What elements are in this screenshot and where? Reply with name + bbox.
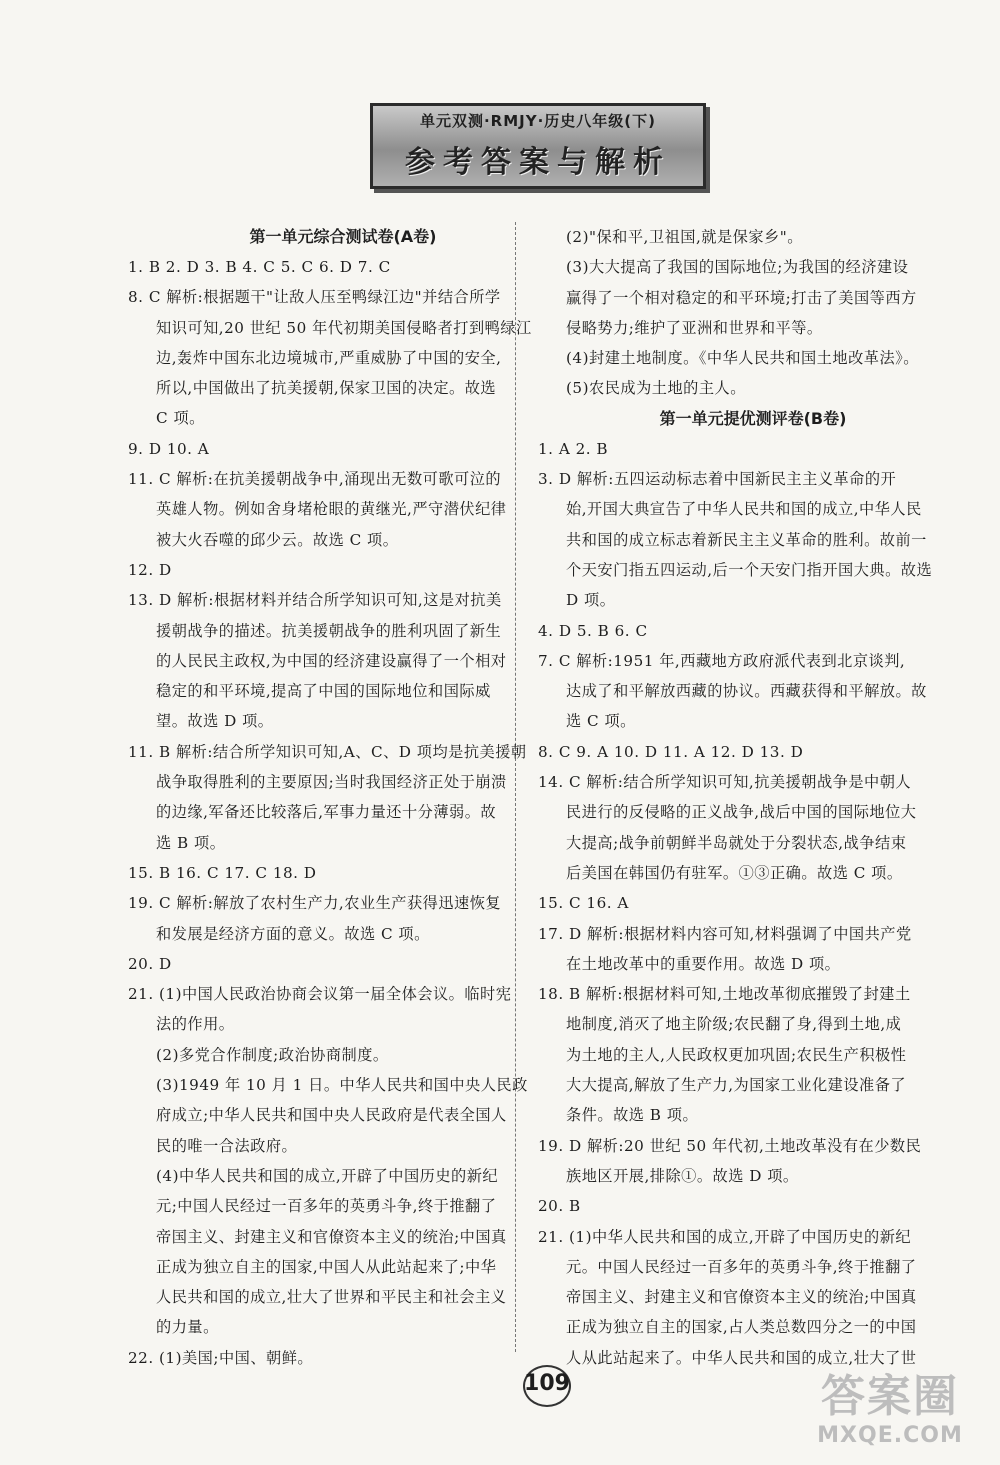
answer-line: 民的唯一合法政府。 [156,1136,298,1155]
right-column [538,222,968,1373]
answer-line: 15. C 16. A [538,894,629,913]
answer-line: 13. D 解析:根据材料并结合所学知识可知,这是对抗美 [128,591,502,610]
answer-line: 被大火吞噬的邱少云。故选 C 项。 [156,530,399,549]
answer-line: 7. C 解析:1951 年,西藏地方政府派代表到北京谈判, [538,651,906,670]
answer-line: D 项。 [566,591,616,610]
right-continued-lines [538,222,968,404]
answer-line: 人从此站起来了。中华人民共和国的成立,壮大了世 [566,1348,917,1367]
answer-line: 大大提高,解放了生产力,为国家工业化建设准备了 [566,1076,907,1095]
answer-line: 正成为独立自主的国家,中国人从此站起来了;中华 [156,1257,497,1276]
answer-line: 8. C 9. A 10. D 11. A 12. D 13. D [538,742,804,761]
answer-line: (3)大大提高了我国的国际地位;为我国的经济建设 [566,258,909,277]
answer-line: 知识可知,20 世纪 50 年代初期美国侵略者打到鸭绿江 [156,318,532,337]
answer-line: 3. D 解析:五四运动标志着中国新民主主义革命的开 [538,470,897,489]
answer-line: 21. (1)中国人民政治协商会议第一届全体会议。临时宪 [128,985,512,1004]
answer-line: 1. B 2. D 3. B 4. C 5. C 6. D 7. C [128,258,391,276]
answer-line: 的力量。 [156,1318,219,1337]
answer-line: 大提高;战争前朝鲜半岛就处于分裂状态,战争结束 [566,833,907,852]
answer-line: 19. D 解析:20 世纪 50 年代初,土地改革没有在少数民 [538,1136,922,1155]
answer-line: 援朝战争的描述。抗美援朝战争的胜利巩固了新生 [156,621,502,640]
page-number [515,1363,579,1405]
answer-line: 9. D 10. A [128,439,210,458]
answer-line: 望。故选 D 项。 [156,712,274,731]
right-answer-lines [538,434,968,1373]
answer-line: 个天安门指五四运动,后一个天安门指开国大典。故选 [566,560,933,579]
answer-line: 14. C 解析:结合所学知识可知,抗美援朝战争是中朝人 [538,773,912,792]
answer-line: 为土地的主人,人民政权更加巩固;农民生产积极性 [566,1045,907,1064]
answer-line: 族地区开展,排除①。故选 D 项。 [566,1166,799,1185]
answer-line: 英雄人物。例如舍身堵枪眼的黄继光,严守潜伏纪律 [156,500,507,519]
answer-line: 正成为独立自主的国家,占人类总数四分之一的中国 [566,1318,917,1337]
answer-line: (2)"保和平,卫祖国,就是保家乡"。 [566,228,803,246]
book-subtitle: 单元双测·RMJY·历史八年级(下) [419,112,657,130]
answer-line: 17. D 解析:根据材料内容可知,材料强调了中国共产党 [538,924,912,943]
answer-line: 20. D [128,954,172,973]
left-answer-lines [128,252,558,1373]
answer-line: (2)多党合作制度;政治协商制度。 [156,1045,389,1064]
answer-line: 11. C 解析:在抗美援朝战争中,涌现出无数可歌可泣的 [128,470,502,489]
answer-line: 22. (1)美国;中国、朝鲜。 [128,1348,314,1367]
answer-line: (3)1949 年 10 月 1 日。中华人民共和国中央人民政 [156,1076,528,1095]
answer-line: 21. (1)中华人民共和国的成立,开辟了中国历史的新纪 [538,1227,912,1246]
page-number-text: 109 [524,1371,570,1396]
answer-line: 战争取得胜利的主要原因;当时我国经济正处于崩溃 [156,773,507,792]
section-heading-b: 第一单元提优测评卷(B卷) [659,408,847,428]
answer-line: 18. B 解析:根据材料可知,土地改革彻底摧毁了封建土 [538,985,911,1004]
answer-line: 人民共和国的成立,壮大了世界和平民主和社会主义 [156,1288,507,1307]
answer-line: C 项。 [156,409,205,428]
title-banner [370,103,706,189]
answer-line: 达成了和平解放西藏的协议。西藏获得和平解放。故 [566,682,927,701]
answer-line: 19. C 解析:解放了农村生产力,农业生产获得迅速恢复 [128,894,502,913]
answer-line: (4)封建土地制度。《中华人民共和国土地改革法》。 [566,349,919,368]
answer-line: 元。中国人民经过一百多年的英勇斗争,终于推翻了 [566,1257,917,1276]
answer-line: 民进行的反侵略的正义战争,战后中国的国际地位大 [566,803,917,822]
answer-line: 法的作用。 [156,1015,235,1034]
watermark-url: MXQE.COM [817,1423,963,1448]
answer-line: 4. D 5. B 6. C [538,621,648,640]
answer-line: 元;中国人民经过一百多年的英勇斗争,终于推翻了 [156,1197,497,1216]
answer-line: 的边缘,军备还比较落后,军事力量还十分薄弱。故 [156,803,497,822]
answer-line: 共和国的成立标志着新民主主义革命的胜利。故前一 [566,530,927,549]
answer-line: 1. A 2. B [538,439,609,458]
answer-line: 赢得了一个相对稳定的和平环境;打击了美国等西方 [566,288,917,307]
answer-line: 20. B [538,1197,581,1216]
answer-line: 11. B 解析:结合所学知识可知,A、C、D 项均是抗美援朝 [128,742,527,761]
answer-line: 的人民民主政权,为中国的经济建设赢得了一个相对 [156,651,507,670]
answer-line: 8. C 解析:根据题干"让敌人压至鸭绿江边"并结合所学 [128,288,501,307]
watermark-logo [790,1372,990,1462]
answer-line: (4)中华人民共和国的成立,开辟了中国历史的新纪 [156,1166,499,1185]
answer-line: 选 B 项。 [156,833,226,852]
answer-line: 选 C 项。 [566,712,636,731]
section-heading-a: 第一单元综合测试卷(A卷) [249,227,437,246]
answer-line: 边,轰炸中国东北边境城市,严重威胁了中国的安全, [156,348,502,367]
answer-line: 府成立;中华人民共和国中央人民政府是代表全国人 [156,1106,507,1125]
answer-line: 所以,中国做出了抗美援朝,保家卫国的决定。故选 [156,379,497,398]
answer-line: 在土地改革中的重要作用。故选 D 项。 [566,954,841,973]
answer-line: 12. D [128,560,172,579]
answer-line: 后美国在韩国仍有驻军。①③正确。故选 C 项。 [566,863,903,882]
answer-line: 稳定的和平环境,提高了中国的国际地位和国际威 [156,682,491,701]
answer-line: 15. B 16. C 17. C 18. D [128,863,317,882]
answer-line: 侵略势力;维护了亚洲和世界和平等。 [566,318,823,337]
left-column [128,222,558,1373]
answer-line: 地制度,消灭了地主阶级;农民翻了身,得到土地,成 [566,1015,902,1034]
answer-line: (5)农民成为土地的主人。 [566,379,746,398]
answer-line: 帝国主义、封建主义和官僚资本主义的统治;中国真 [156,1227,507,1246]
answer-line: 帝国主义、封建主义和官僚资本主义的统治;中国真 [566,1288,917,1307]
answer-line: 和发展是经济方面的意义。故选 C 项。 [156,924,430,943]
page-title: 参考答案与解析 [405,145,671,180]
answer-line: 始,开国大典宣告了中华人民共和国的成立,中华人民 [566,500,922,519]
answer-line: 条件。故选 B 项。 [566,1106,699,1125]
watermark-text: 答案圈 [821,1371,959,1422]
